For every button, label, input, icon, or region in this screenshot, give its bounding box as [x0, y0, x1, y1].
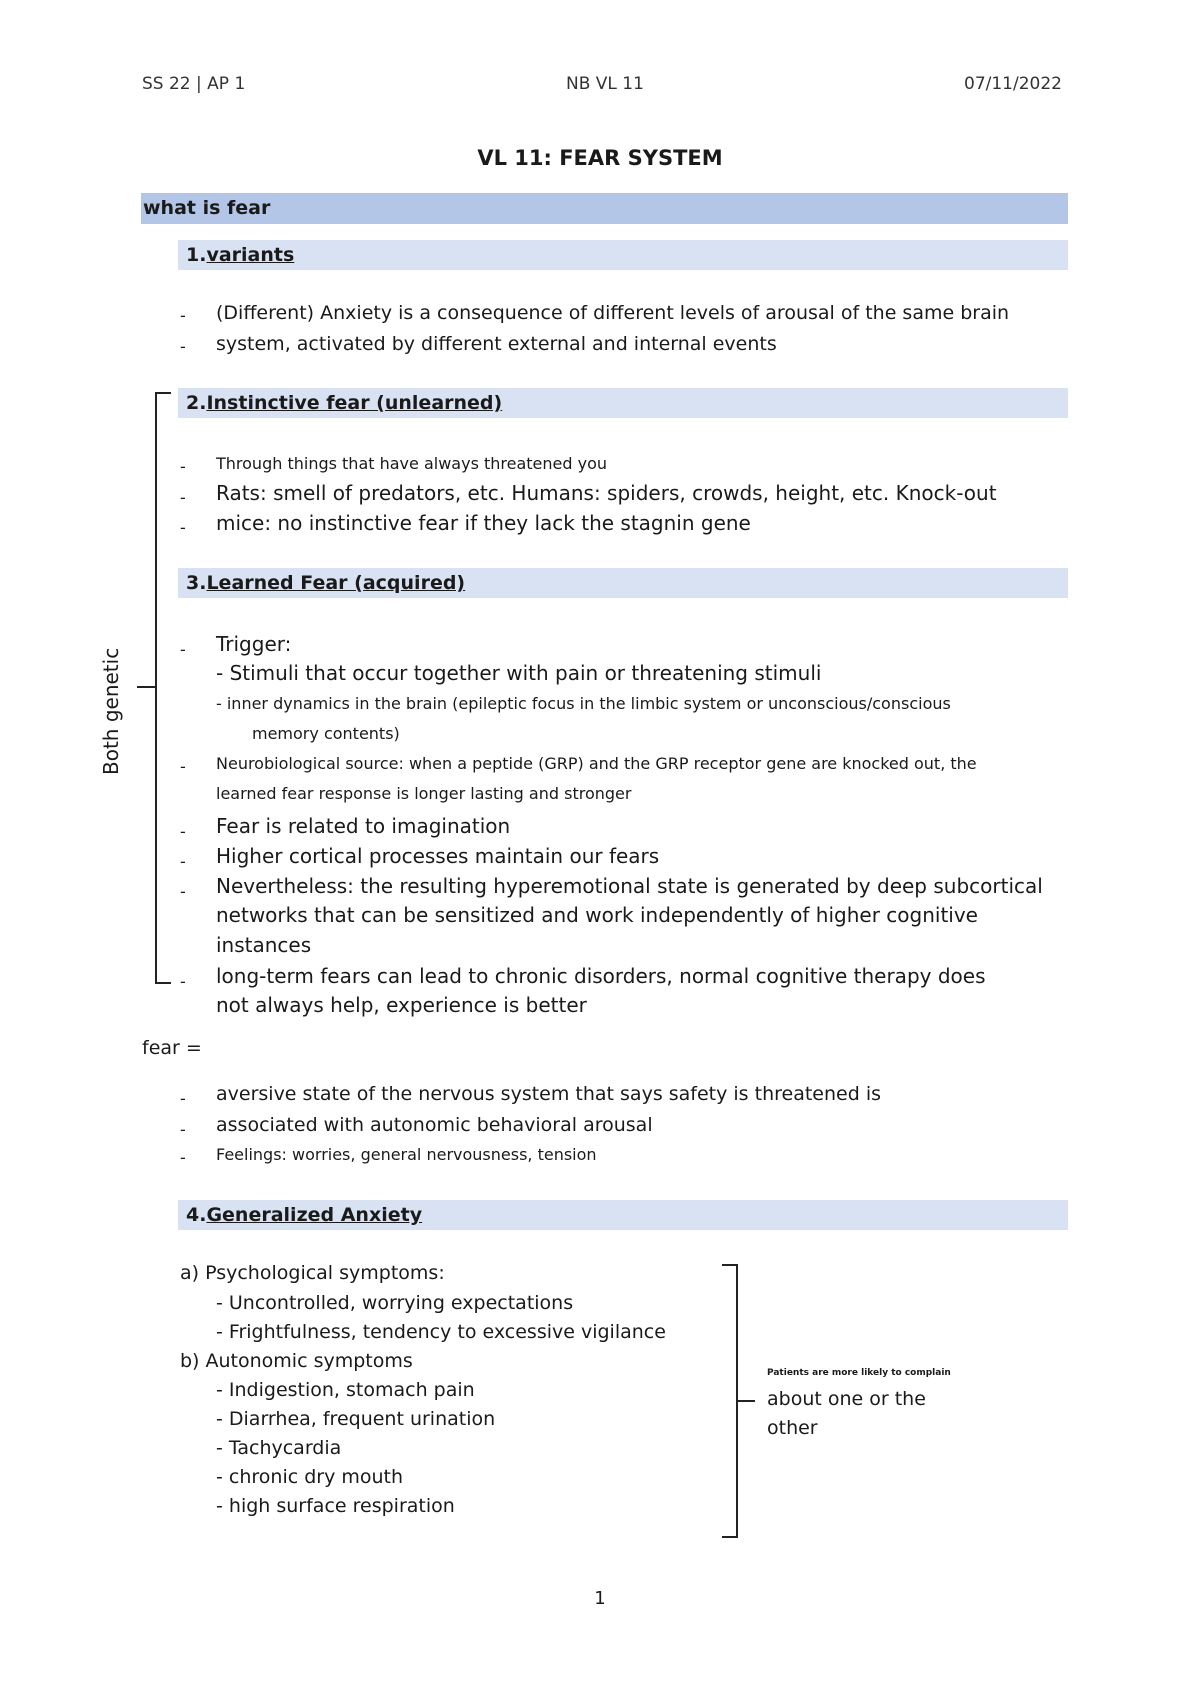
subsection-title	[186, 1204, 422, 1226]
list-item: associated with autonomic behavioral arousal	[216, 1114, 653, 1136]
list-item-continued: not always help, experience is better	[216, 993, 587, 1017]
genetic-bracket	[155, 392, 171, 984]
subsection-bar-instinctive-fear	[178, 388, 1068, 418]
list-item: Through things that have always threatened you	[216, 454, 608, 473]
subsection-number: 3.	[186, 572, 207, 594]
list-subitem: - Stimuli that occur together with pain or threatening stimuli	[216, 661, 822, 685]
list-item-trigger: Trigger:	[216, 632, 292, 656]
side-note-continued: other	[767, 1417, 818, 1439]
list-item: aversive state of the nervous system that says safety is threatened is	[216, 1083, 881, 1105]
symptoms-bracket	[722, 1264, 738, 1538]
subsection-bar-learned-fear	[178, 568, 1068, 598]
section-bar-what-is-fear	[141, 193, 1068, 224]
list-item: Rats: smell of predators, etc. Humans: spiders, crowds, height, etc. Knock-out	[216, 481, 997, 505]
bullet-dash: -	[180, 852, 186, 871]
fear-definition-label: fear =	[142, 1037, 202, 1059]
bullet-dash: -	[180, 337, 186, 356]
bullet-dash: -	[180, 640, 186, 659]
header-course: SS 22 | AP 1	[142, 74, 246, 94]
subsection-title	[186, 392, 502, 414]
subsection-number: 2.	[186, 392, 207, 414]
list-item-continued: learned fear response is longer lasting and stronger	[216, 784, 632, 803]
list-subitem-continued: memory contents)	[252, 724, 400, 743]
bullet-dash: -	[180, 518, 186, 537]
bracket-tick	[137, 686, 155, 688]
symptom-item: - Indigestion, stomach pain	[216, 1379, 475, 1401]
subsection-label: Instinctive fear (unlearned)	[206, 392, 503, 414]
bullet-dash: -	[180, 882, 186, 901]
section-title: what is fear	[143, 197, 271, 219]
bullet-dash: -	[180, 1089, 186, 1108]
bullet-dash: -	[180, 1148, 186, 1167]
header-date: 07/11/2022	[964, 74, 1062, 94]
page-number: 1	[594, 1588, 606, 1609]
list-item: Fear is related to imagination	[216, 814, 511, 838]
bullet-dash: -	[180, 972, 186, 991]
bullet-dash: -	[180, 488, 186, 507]
list-item: long-term fears can lead to chronic disorders, normal cognitive therapy does	[216, 964, 986, 988]
list-item-continued: networks that can be sensitized and work independently of higher cognitive	[216, 903, 978, 927]
list-item: Feelings: worries, general nervousness, tension	[216, 1145, 597, 1164]
side-note: about one or the	[767, 1388, 926, 1410]
subsection-title	[186, 244, 294, 266]
page-title: VL 11: FEAR SYSTEM	[477, 146, 723, 170]
symptom-item: - Diarrhea, frequent urination	[216, 1408, 496, 1430]
symptom-item: - Tachycardia	[216, 1437, 342, 1459]
list-item: Nevertheless: the resulting hyperemotional state is generated by deep subcortical	[216, 874, 1043, 898]
symptom-item: - chronic dry mouth	[216, 1466, 404, 1488]
subsection-number: 1.	[186, 244, 207, 266]
both-genetic-label: Both genetic	[99, 647, 123, 775]
bullet-dash: -	[180, 822, 186, 841]
symptom-item: - Uncontrolled, worrying expectations	[216, 1292, 574, 1314]
symptom-group-psychological: a) Psychological symptoms:	[180, 1262, 445, 1284]
subsection-bar-generalized-anxiety	[178, 1200, 1068, 1230]
subsection-bar-variants	[178, 240, 1068, 270]
list-item: Higher cortical processes maintain our fears	[216, 844, 660, 868]
list-item: system, activated by different external and internal events	[216, 333, 777, 355]
list-item-continued: instances	[216, 933, 312, 957]
header-lecture: NB VL 11	[566, 74, 644, 94]
bullet-dash: -	[180, 457, 186, 476]
subsection-label: Generalized Anxiety	[206, 1204, 423, 1226]
subsection-title	[186, 572, 465, 594]
symptom-item: - Frightfulness, tendency to excessive vigilance	[216, 1321, 666, 1343]
bracket-tick	[737, 1400, 755, 1402]
subsection-label: Learned Fear (acquired)	[206, 572, 466, 594]
bullet-dash: -	[180, 757, 186, 776]
bullet-dash: -	[180, 1120, 186, 1139]
list-item: (Different) Anxiety is a consequence of different levels of arousal of the same brain	[216, 302, 1010, 324]
symptom-item: - high surface respiration	[216, 1495, 455, 1517]
symptom-group-autonomic: b) Autonomic symptoms	[180, 1350, 413, 1372]
subsection-number: 4.	[186, 1204, 207, 1226]
list-item: Neurobiological source: when a peptide (GRP) and the GRP receptor gene are knocked out, the	[216, 754, 977, 773]
list-subitem: - inner dynamics in the brain (epileptic focus in the limbic system or unconscious/conscious	[216, 694, 951, 713]
bullet-dash: -	[180, 306, 186, 325]
side-note-small: Patients are more likely to complain	[767, 1368, 951, 1378]
list-item: mice: no instinctive fear if they lack the stagnin gene	[216, 511, 751, 535]
subsection-label: variants	[206, 244, 295, 266]
